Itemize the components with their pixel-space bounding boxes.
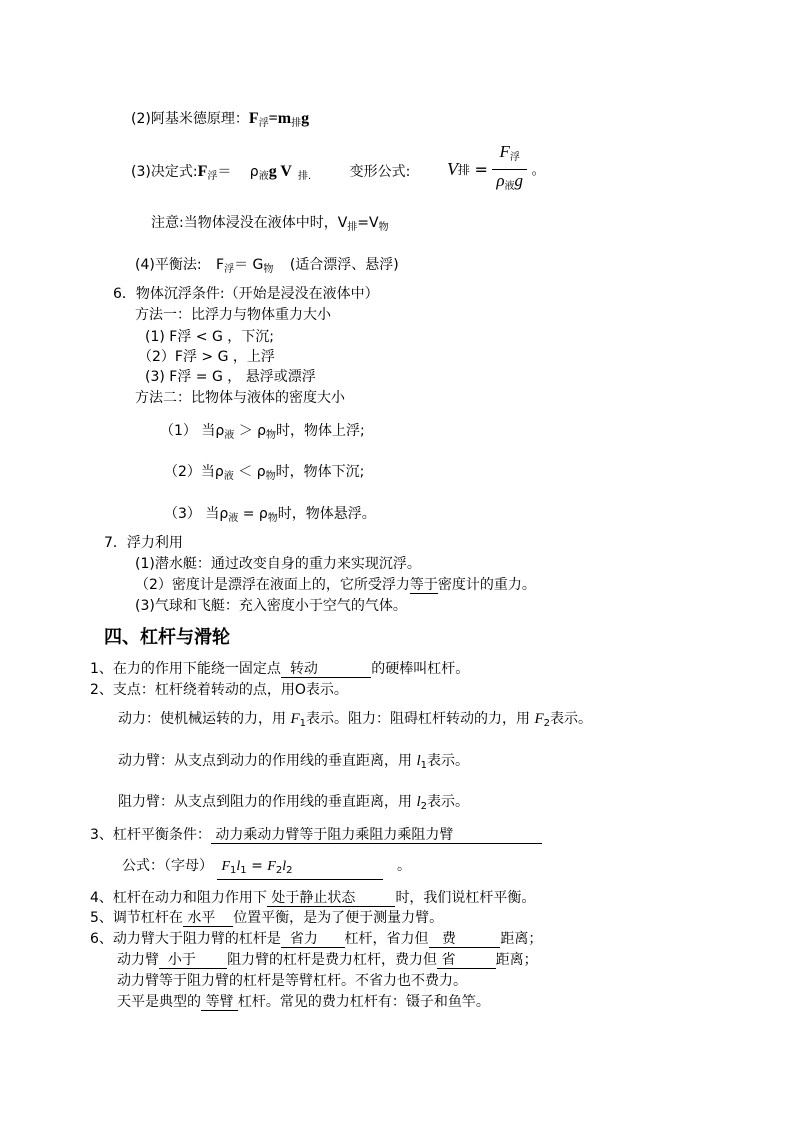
item-post: 时，物体悬浮。 — [277, 506, 376, 522]
lever-line-2: 2、支点：杠杆绕着转动的点，用O表示。 — [90, 682, 348, 698]
line-text: 6、动力臂大于阻力臂的杠杆是 — [90, 931, 281, 947]
method-one-item: (3) F浮 = G ， 悬浮或漂浮 — [145, 369, 316, 385]
usage-item — [135, 576, 536, 594]
balance-note: (适合漂浮、悬浮) — [289, 257, 399, 273]
fraction — [492, 141, 527, 198]
subscript: 液 — [224, 430, 235, 441]
fraction-numerator — [492, 141, 527, 170]
symbol-F: F — [248, 110, 259, 127]
resistance-arm-definition — [118, 793, 469, 816]
power-arm-definition — [118, 752, 469, 775]
subscript: 液 — [223, 471, 234, 482]
section-heading: 四、杠杆与滑轮 — [104, 627, 230, 648]
symbol-F: F — [197, 163, 208, 180]
symbol-gV: g V — [268, 163, 292, 180]
balance-method — [135, 256, 399, 279]
usage-item: (3)气球和飞艇：充入密度小于空气的气体。 — [135, 598, 407, 614]
method-two: 方法二：比物体与液体的密度大小 — [135, 390, 345, 406]
subscript: 排 — [347, 222, 358, 233]
period: 。 — [531, 162, 546, 179]
lever-line-6c: 动力臂等于阻力臂的杠杆是等臂杠杆。不省力也不费力。 — [117, 973, 467, 989]
item-op: ＜ ρ — [233, 464, 266, 480]
period: 。 — [396, 858, 411, 874]
symbol-l: l — [282, 859, 287, 874]
line-text: 距离； — [495, 952, 538, 968]
underlined-answer: 省 — [437, 952, 496, 968]
item-op: = ρ — [238, 506, 268, 522]
symbol-eq: = — [246, 858, 268, 874]
symbol-V: V — [447, 159, 458, 179]
underlined-answer: 省力 — [280, 931, 345, 947]
line-text: 公式：（字母） — [122, 858, 213, 874]
underlined-answer: 小于 — [159, 952, 228, 968]
subscript: 2 — [275, 865, 283, 876]
subscript: 2 — [543, 718, 550, 729]
symbol-g: g — [514, 171, 523, 190]
note-text: 注意:当物体浸没在液体中时，V — [151, 215, 348, 231]
subscript: 浮 — [207, 171, 218, 182]
symbol-eq: =m — [268, 110, 292, 127]
underlined-answer: 转动 — [280, 661, 372, 677]
method-two-item — [164, 505, 376, 528]
item-pre: （1） 当ρ — [160, 423, 225, 439]
line-text: 杠杆。常见的费力杠杆有：镊子和鱼竿。 — [237, 994, 490, 1010]
underlined-answer: 费 — [428, 931, 501, 947]
line-text: 阻力臂：从支点到阻力的作用线的垂直距离，用 — [118, 794, 417, 810]
symbol-g: g — [301, 110, 310, 127]
subscript: 1 — [240, 865, 247, 876]
archimedes-label: (2)阿基米德原理： — [131, 111, 249, 127]
decisive-label: (3)决定式: — [131, 164, 198, 180]
usage-item: (1)潜水艇：通过改变自身的重力来实现沉浮。 — [135, 556, 421, 572]
usage-text: （2）密度计是漂浮在液面上的，它所受浮力 — [135, 577, 410, 593]
underlined-answer: 等臂 — [201, 994, 238, 1010]
item-op: ＞ ρ — [234, 423, 267, 439]
line-text: 天平是典型的 — [117, 994, 201, 1010]
symbol-F: F — [499, 142, 510, 161]
symbol-equals: = — [474, 160, 488, 179]
subscript: 物 — [378, 222, 389, 233]
line-text: 3、杠杆平衡条件： — [90, 827, 211, 843]
line-text: 表示。 — [427, 794, 469, 810]
lever-line-5 — [90, 909, 443, 927]
symbol-l: l — [416, 753, 421, 769]
underlined-answer: 动力乘动力臂等于阻力乘阻力乘阻力臂 — [210, 827, 543, 843]
note-line — [151, 214, 389, 237]
symbol-F: F — [534, 711, 544, 727]
subscript: 排 — [458, 163, 471, 177]
subscript: 1 — [230, 865, 237, 876]
line-text: 4、杠杆在动力和阻力作用下 — [90, 890, 267, 906]
symbol-F: F — [216, 257, 225, 273]
subscript: 液 — [504, 181, 515, 192]
symbol-eq: ＝ G — [234, 257, 264, 273]
lever-line-6 — [90, 930, 542, 948]
symbol-F: F — [290, 711, 300, 727]
symbol-l: l — [236, 859, 241, 874]
line-text: 阻力臂的杠杆是费力杠杆，费力但 — [227, 952, 438, 968]
line-text: 表示。 — [427, 753, 469, 769]
power-definition — [118, 710, 592, 733]
subscript: 浮 — [258, 118, 269, 129]
lever-line-1 — [90, 660, 469, 678]
method-one: 方法一：比浮力与物体重力大小 — [135, 307, 331, 323]
item-pre: （3） 当ρ — [164, 506, 229, 522]
item-pre: （2）当ρ — [164, 464, 224, 480]
line-text: 动力臂：从支点到动力的作用线的垂直距离，用 — [118, 753, 417, 769]
subscript: 1 — [299, 718, 306, 729]
subscript: 物 — [267, 513, 278, 524]
subscript: 液 — [258, 171, 269, 182]
line-text: 动力：使机械运转的力，用 — [118, 711, 291, 727]
usage-title: 7．浮力利用 — [104, 535, 183, 551]
variant-label: 变形公式: — [349, 164, 411, 180]
note-mid: =V — [357, 215, 379, 231]
subscript: 2 — [286, 865, 293, 876]
subscript: 浮 — [224, 264, 235, 275]
lever-line-6d — [117, 993, 490, 1011]
symbol-eq: ＝ — [217, 164, 232, 180]
line-text: 表示。阻力：阻碍杠杆转动的力，用 — [306, 711, 535, 727]
balance-label: (4)平衡法: — [135, 257, 202, 273]
symbol-F: F — [221, 859, 231, 874]
line-text: 位置平衡，是为了便于测量力臂。 — [233, 910, 444, 926]
subscript: 2 — [420, 801, 427, 812]
archimedes-principle — [131, 110, 309, 133]
line-text: 动力臂 — [117, 952, 159, 968]
item-post: 时，物体上浮; — [276, 423, 365, 439]
line-text: 距离； — [500, 931, 543, 947]
lever-line-6b — [117, 951, 538, 969]
method-one-item: （2）F浮 > G ，上浮 — [138, 349, 275, 365]
subscript: 1 — [420, 760, 427, 771]
subscript: 排. — [297, 171, 312, 182]
subscript: 物 — [263, 264, 274, 275]
formula-blank — [217, 858, 382, 880]
subscript: 浮 — [509, 152, 520, 163]
underlined-answer: 水平 — [182, 910, 234, 926]
subscript: 液 — [228, 513, 239, 524]
line-text: 表示。 — [550, 711, 592, 727]
line-text: 时，我们说杠杆平衡。 — [395, 890, 536, 906]
fraction-denominator — [492, 170, 527, 198]
line-text: 杠杆，省力但 — [344, 931, 429, 947]
symbol-rho: ρ — [249, 164, 259, 180]
lever-balance-condition — [90, 826, 542, 844]
symbol-rho: ρ — [496, 171, 505, 190]
sinking-title: 6．物体沉浮条件:（开始是浸没在液体中） — [113, 286, 379, 302]
underlined-answer: 等于 — [409, 577, 438, 593]
subscript: 排 — [291, 118, 302, 129]
variant-formula — [447, 141, 545, 198]
usage-text: 密度计的重力。 — [437, 577, 536, 593]
underlined-answer: 处于静止状态 — [266, 890, 396, 906]
lever-formula — [122, 857, 411, 880]
lever-line-4 — [90, 889, 535, 907]
decisive-formula — [131, 163, 410, 186]
line-text: 5、调节杠杆在 — [90, 910, 183, 926]
method-two-item — [160, 422, 365, 445]
subscript: 物 — [266, 430, 277, 441]
line-text: 的硬棒叫杠杆。 — [371, 661, 470, 677]
subscript: 物 — [265, 471, 276, 482]
line-text: 1、在力的作用下能绕一固定点 — [90, 661, 281, 677]
symbol-F: F — [267, 859, 276, 874]
method-one-item: (1) F浮 < G ，下沉; — [145, 329, 274, 345]
method-two-item — [164, 463, 364, 486]
item-post: 时，物体下沉; — [275, 464, 365, 480]
symbol-l: l — [416, 794, 421, 810]
